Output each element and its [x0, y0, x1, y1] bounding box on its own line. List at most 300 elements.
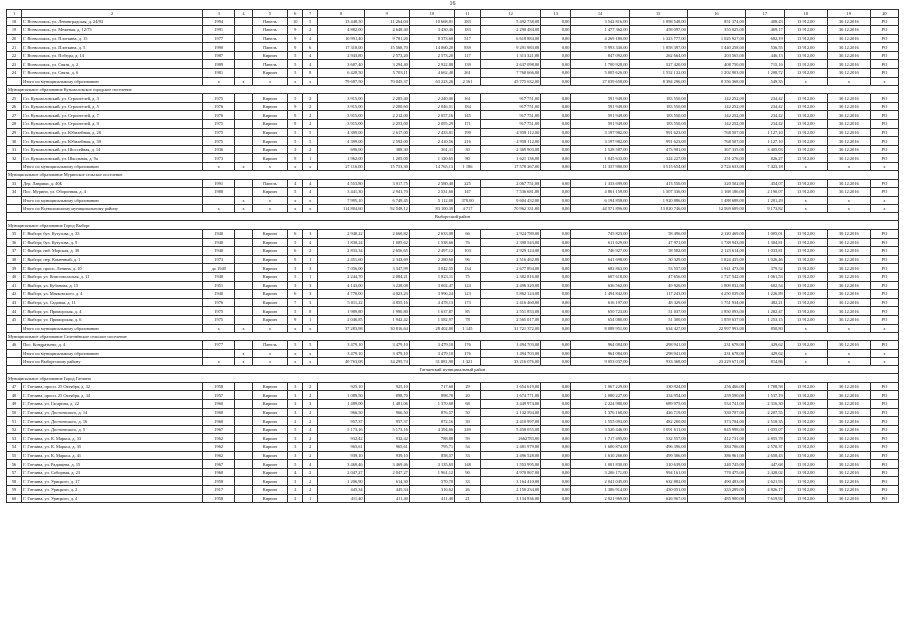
table-cell: 234,42: [745, 94, 784, 103]
table-cell: 117 243,00: [629, 290, 687, 299]
table-cell: [7, 349, 22, 357]
table-cell: 446,13: [745, 51, 784, 60]
table-cell: 473 981,00: [629, 145, 687, 154]
table-cell: 7 423,18: [745, 163, 784, 171]
table-cell: 2 570,37: [745, 443, 784, 452]
table-cell: 30.12.2016: [827, 229, 870, 238]
table-cell: 147: [455, 188, 481, 197]
table-cell: 570,70: [409, 477, 454, 486]
table-cell: 30.12.2016: [827, 290, 870, 299]
table-cell: 4: [303, 425, 318, 434]
table-cell: [235, 94, 252, 103]
table-cell: 2 041 045,00: [571, 477, 629, 486]
table-cell: РО: [870, 264, 898, 273]
table-cell: 0,00: [541, 357, 571, 365]
table-cell: 1960: [203, 468, 235, 477]
table-cell: 632 882,00: [629, 477, 687, 486]
table-cell: 96: [455, 255, 481, 264]
table-cell: 2 658,43: [745, 451, 784, 460]
table-cell: 0,00: [541, 77, 571, 85]
table-cell: 0,00: [541, 154, 571, 163]
table-cell: x: [784, 204, 827, 212]
table-cell: 2: [303, 94, 318, 103]
table-cell: 92 548,12: [364, 204, 409, 212]
column-number-cell: 3: [203, 10, 235, 18]
table-cell: 2 084,21: [364, 272, 409, 281]
table-cell: 63 223,26: [409, 77, 454, 85]
table-cell: 1 386 914,00: [571, 486, 629, 495]
table-cell: 139: [455, 60, 481, 69]
column-number-cell: 1: [7, 10, 22, 18]
table-cell: 1: [303, 154, 318, 163]
table-cell: 1 089,50: [318, 391, 364, 400]
table-cell: 0,00: [541, 264, 571, 273]
table-cell: 2 518,35: [745, 417, 784, 426]
table-cell: 25: [7, 94, 22, 103]
table-cell: 1: [303, 272, 318, 281]
table-cell: 957,37: [318, 417, 364, 426]
table-cell: 183 550,00: [629, 94, 687, 103]
table-cell: 13 912,00: [784, 247, 827, 256]
table-cell: 30.12.2016: [827, 443, 870, 452]
table-cell: 964 084,00: [571, 341, 629, 350]
address-cell: Г. Выборг, бул. Кутузова, д. 33: [22, 229, 203, 238]
table-cell: 3 197 982,00: [571, 137, 629, 146]
table-cell: 148: [455, 460, 481, 469]
table-cell: 1951: [203, 281, 235, 290]
table-cell: [7, 163, 22, 171]
building-row: [7, 17, 899, 26]
table-cell: Кирпич: [252, 391, 288, 400]
table-cell: 1940: [203, 290, 235, 299]
table-cell: 249: [455, 425, 481, 434]
table-cell: 59: [7, 486, 22, 495]
table-cell: x: [288, 357, 303, 365]
table-cell: 2 410 997,00: [480, 417, 540, 426]
table-cell: 991 623,00: [629, 137, 687, 146]
table-cell: 536,55: [745, 43, 784, 52]
table-cell: 965,61: [318, 443, 364, 452]
table-cell: 30.12.2016: [827, 111, 870, 120]
table-cell: [235, 255, 252, 264]
table-cell: 2: [303, 26, 318, 35]
table-cell: Кирпич: [252, 154, 288, 163]
table-cell: 1 788,58: [745, 382, 784, 391]
table-cell: x: [235, 196, 252, 204]
table-cell: 933 368,00: [629, 357, 687, 365]
table-cell: 5: [288, 272, 303, 281]
table-cell: 1975: [203, 120, 235, 129]
table-cell: 0,00: [541, 43, 571, 52]
table-cell: 388,30: [364, 145, 409, 154]
total-row: [7, 357, 899, 365]
table-cell: 1 717 495,00: [571, 434, 629, 443]
table-cell: 696,00: [318, 145, 364, 154]
table-cell: 3: [303, 290, 318, 299]
table-cell: 939,10: [364, 451, 409, 460]
table-cell: 0,00: [541, 163, 571, 171]
table-cell: 134: [455, 264, 481, 273]
table-cell: 4 399,00: [318, 137, 364, 146]
table-cell: x: [827, 196, 870, 204]
table-cell: 1 850 093,00: [687, 307, 745, 316]
table-cell: 0,00: [541, 26, 571, 35]
address-cell: Г. Гатчина, ул. Достоевского, д. 16: [22, 417, 203, 426]
table-cell: [7, 196, 22, 204]
table-cell: 9: [288, 120, 303, 129]
table-cell: 2 150 234,00: [480, 486, 540, 495]
table-cell: Кирпич: [252, 272, 288, 281]
table-cell: [7, 204, 22, 212]
table-cell: 373 704,00: [687, 417, 745, 426]
table-cell: РО: [870, 494, 898, 503]
building-row: [7, 102, 899, 111]
table-cell: 614,30: [364, 477, 409, 486]
table-cell: 746 927,00: [571, 247, 629, 256]
table-cell: 44 571 896,00: [571, 204, 629, 212]
table-cell: 57: [7, 468, 22, 477]
table-cell: 30.12.2016: [827, 425, 870, 434]
table-cell: 37: [7, 247, 22, 256]
table-cell: 3 228,08: [364, 281, 409, 290]
table-cell: 7 995,10: [318, 196, 364, 204]
address-cell: Г. Выборг, ул. Комсомольская, д. 11: [22, 272, 203, 281]
table-cell: x: [303, 324, 318, 332]
table-cell: РО: [870, 408, 898, 417]
table-cell: 9: [288, 102, 303, 111]
table-cell: 70 962 331,00: [480, 204, 540, 212]
table-cell: 145: [455, 111, 481, 120]
table-cell: 53: [7, 434, 22, 443]
table-cell: 768 507,00: [687, 128, 745, 137]
table-cell: Панель: [252, 43, 288, 52]
table-cell: x: [252, 163, 288, 171]
table-cell: 1 080 227,00: [571, 391, 629, 400]
table-cell: 2 573,20: [409, 51, 454, 60]
table-cell: [235, 264, 252, 273]
table-cell: [7, 77, 22, 85]
table-cell: 939,10: [318, 451, 364, 460]
table-cell: 2: [288, 486, 303, 495]
table-cell: [235, 145, 252, 154]
table-cell: Кирпич: [252, 128, 288, 137]
table-cell: 22: [7, 51, 22, 60]
table-cell: 426 719,00: [629, 408, 687, 417]
table-cell: 2 253,00: [364, 120, 409, 129]
table-cell: 5: [288, 425, 303, 434]
table-cell: 1 989,80: [318, 307, 364, 316]
table-cell: 66: [455, 229, 481, 238]
table-cell: 4 882,00: [318, 26, 364, 35]
table-cell: 27 039 658,00: [571, 77, 629, 85]
table-cell: 123: [455, 290, 481, 299]
table-cell: 30.12.2016: [827, 17, 870, 26]
address-cell: Г. Гатчина, просп. 25 Октября, д. 34: [22, 391, 203, 400]
table-cell: 3 687,40: [318, 60, 364, 69]
table-cell: x: [870, 204, 898, 212]
table-cell: 28: [7, 120, 22, 129]
table-cell: [235, 26, 252, 35]
table-cell: 2 496 320,00: [480, 281, 540, 290]
table-cell: 1977: [203, 34, 235, 43]
table-cell: РО: [870, 137, 898, 146]
table-cell: 413 550,00: [629, 179, 687, 188]
table-cell: 745 823,00: [571, 229, 629, 238]
table-cell: 13 912,00: [784, 315, 827, 324]
table-cell: Кирпич: [252, 486, 288, 495]
table-cell: [235, 451, 252, 460]
table-cell: 13 912,00: [784, 382, 827, 391]
table-cell: 2: [303, 468, 318, 477]
table-cell: 591 949,00: [571, 111, 629, 120]
table-cell: 607 618,00: [571, 272, 629, 281]
address-cell: Г. Выборг, ул. Приморская, д. 4: [22, 307, 203, 316]
table-cell: 11 264,04: [364, 17, 409, 26]
table-cell: 261: [455, 69, 481, 78]
address-cell: Г. Всеволожск, ул. Связи, д. 2: [22, 60, 203, 69]
table-cell: 13 912,00: [784, 468, 827, 477]
table-cell: 2 207,55: [745, 408, 784, 417]
table-cell: 2 940,22: [318, 229, 364, 238]
table-cell: 283: [455, 17, 481, 26]
table-cell: 1 824 435,00: [687, 255, 745, 264]
table-cell: 3 469,46: [318, 460, 364, 469]
building-row: [7, 477, 899, 486]
building-row: [7, 417, 899, 426]
table-cell: 1967: [203, 460, 235, 469]
table-cell: 429,62: [745, 341, 784, 350]
table-cell: 124: [455, 281, 481, 290]
table-cell: Кирпич: [252, 255, 288, 264]
table-cell: 4 399,00: [318, 128, 364, 137]
building-row: [7, 468, 899, 477]
table-cell: 1962: [203, 434, 235, 443]
table-cell: 4 970 867,00: [480, 468, 540, 477]
table-cell: 2 833,34: [318, 247, 364, 256]
table-cell: x: [303, 357, 318, 365]
table-cell: РО: [870, 307, 898, 316]
municipality-heading-row: [7, 374, 899, 383]
table-cell: 3 347,99: [364, 264, 409, 273]
table-cell: РО: [870, 382, 898, 391]
table-cell: РО: [870, 477, 898, 486]
table-cell: [235, 43, 252, 52]
address-cell: Г. Гатчина, ул. Соборная, д. 23: [22, 468, 203, 477]
column-number-cell: 14: [571, 10, 629, 18]
table-cell: 13 912,00: [784, 391, 827, 400]
table-cell: 142 252,00: [687, 120, 745, 129]
table-cell: 0,00: [541, 408, 571, 417]
table-cell: 2 021 969,00: [571, 494, 629, 503]
table-cell: Кирпич: [252, 434, 288, 443]
table-cell: 13 912,00: [784, 34, 827, 43]
table-cell: 429,62: [745, 349, 784, 357]
table-cell: [235, 477, 252, 486]
table-cell: 3 515 654,00: [629, 163, 687, 171]
table-cell: 17 318,00: [318, 43, 364, 52]
table-cell: 4: [303, 51, 318, 60]
table-cell: РО: [870, 128, 898, 137]
table-cell: x: [870, 357, 898, 365]
table-cell: 13 448,50: [318, 17, 364, 26]
table-cell: [203, 196, 235, 204]
table-cell: 49 926,00: [629, 281, 687, 290]
table-cell: 2 637 098,00: [480, 60, 540, 69]
table-cell: 30.12.2016: [827, 391, 870, 400]
table-cell: Панель: [252, 17, 288, 26]
table-cell: 1 323 777,00: [629, 34, 687, 43]
table-cell: 316,62: [409, 486, 454, 495]
table-cell: 49: [7, 400, 22, 409]
building-row: [7, 26, 899, 35]
table-cell: Кирпич: [252, 69, 288, 78]
address-cell: Г. Гатчина, ул. Урицкого, д. 4: [22, 494, 203, 503]
table-cell: 876,57: [409, 408, 454, 417]
table-cell: 1988: [203, 188, 235, 197]
table-cell: 9: [288, 43, 303, 52]
table-cell: x: [252, 349, 288, 357]
table-cell: 454,07: [745, 179, 784, 188]
table-cell: РО: [870, 298, 898, 307]
table-cell: 199: [455, 128, 481, 137]
table-cell: РО: [870, 111, 898, 120]
table-cell: 30.12.2016: [827, 477, 870, 486]
table-cell: 30.12.2016: [827, 69, 870, 78]
address-cell: Г. Всеволожск, ул. Плоткина, д. 5: [22, 43, 203, 52]
table-cell: Кирпич: [252, 51, 288, 60]
table-cell: x: [288, 196, 303, 204]
table-cell: 1 942,42: [364, 315, 409, 324]
table-cell: 850,80: [745, 324, 784, 332]
table-cell: 411,40: [318, 494, 364, 503]
building-row: [7, 247, 899, 256]
table-cell: 3: [288, 400, 303, 409]
table-cell: 58: [7, 477, 22, 486]
table-cell: x: [784, 357, 827, 365]
table-cell: 1 333 699,00: [571, 179, 629, 188]
table-cell: 2 428,02: [745, 468, 784, 477]
table-cell: 591 949,00: [571, 102, 629, 111]
table-cell: 48 329,00: [629, 298, 687, 307]
table-cell: 2: [303, 443, 318, 452]
table-cell: 5: [288, 60, 303, 69]
table-cell: 4: [288, 468, 303, 477]
building-row: [7, 34, 899, 43]
table-cell: 3: [288, 281, 303, 290]
table-cell: 13 912,00: [784, 290, 827, 299]
table-cell: 932,42: [364, 434, 409, 443]
column-number-cell: 5: [252, 10, 288, 18]
table-cell: 469,17: [745, 26, 784, 35]
table-cell: 32: [7, 154, 22, 163]
table-cell: 31 881,90: [409, 357, 454, 365]
table-cell: 47 971,00: [629, 238, 687, 247]
table-cell: 13 912,00: [784, 298, 827, 307]
table-cell: x: [203, 357, 235, 365]
address-cell: Пос. Кондратьево, д. 4: [22, 341, 203, 350]
municipality-heading-row: [7, 221, 899, 230]
table-cell: 1 494 842,00: [571, 290, 629, 299]
table-cell: 1962: [203, 443, 235, 452]
table-cell: 2: [303, 382, 318, 391]
building-row: [7, 494, 899, 503]
table-cell: 30.12.2016: [827, 102, 870, 111]
table-cell: 2 416 460,00: [480, 298, 540, 307]
address-cell: Г. Гатчина, ул. Гагарина, д. 22: [22, 400, 203, 409]
table-cell: 2: [303, 486, 318, 495]
table-cell: РО: [870, 229, 898, 238]
table-cell: 1 098 548,00: [629, 17, 687, 26]
table-cell: 5: [288, 51, 303, 60]
table-cell: 23: [7, 60, 22, 69]
table-cell: Кирпич: [252, 145, 288, 154]
table-cell: 55: [7, 451, 22, 460]
table-cell: 2 123 614,00: [687, 247, 745, 256]
table-cell: РО: [870, 468, 898, 477]
table-cell: 9: [288, 26, 303, 35]
table-cell: 1975: [203, 94, 235, 103]
table-cell: 30.12.2016: [827, 255, 870, 264]
table-cell: 3 479,10: [318, 341, 364, 350]
table-cell: 0,00: [541, 60, 571, 69]
building-row: [7, 43, 899, 52]
table-cell: 2 240,00: [409, 94, 454, 103]
table-cell: 13 912,00: [784, 51, 827, 60]
table-cell: 30: [7, 137, 22, 146]
table-cell: 3: [303, 229, 318, 238]
table-cell: 0,00: [541, 196, 571, 204]
table-cell: 490 483,00: [687, 477, 745, 486]
table-cell: 1 001 830,00: [571, 460, 629, 469]
table-cell: 0,00: [541, 51, 571, 60]
table-cell: 216: [455, 137, 481, 146]
building-row: [7, 137, 899, 146]
table-cell: 60: [7, 494, 22, 503]
table-cell: 13 820 746,00: [629, 204, 687, 212]
table-cell: 48: [7, 391, 22, 400]
municipality-heading-row: [7, 332, 899, 341]
building-row: [7, 425, 899, 434]
table-cell: x: [288, 349, 303, 357]
table-cell: 3 917,75: [364, 179, 409, 188]
table-cell: РО: [870, 434, 898, 443]
table-cell: 0,00: [541, 400, 571, 409]
table-cell: 1 494 703,00: [480, 341, 540, 350]
table-cell: x: [870, 196, 898, 204]
table-cell: x: [784, 196, 827, 204]
table-cell: 7 619,92: [745, 494, 784, 503]
table-cell: 19: [7, 26, 22, 35]
table-cell: 298 941,00: [629, 341, 687, 350]
table-cell: 3 134 836,00: [480, 494, 540, 503]
table-cell: 30.12.2016: [827, 494, 870, 503]
table-cell: 1958: [203, 382, 235, 391]
table-cell: 13 912,00: [784, 477, 827, 486]
table-cell: 689 975,00: [629, 400, 687, 409]
table-cell: 9: [288, 315, 303, 324]
table-cell: 203 565,00: [687, 51, 745, 60]
table-cell: 1940: [203, 272, 235, 281]
table-cell: 917 751,00: [480, 102, 540, 111]
table-cell: 83 100,39: [409, 204, 454, 212]
table-cell: 1 621 136,00: [480, 154, 540, 163]
table-cell: x: [235, 324, 252, 332]
total-row: [7, 204, 899, 212]
table-cell: 30.12.2016: [827, 247, 870, 256]
table-cell: 0,00: [541, 247, 571, 256]
table-cell: 1994: [203, 17, 235, 26]
table-cell: 5: [288, 69, 303, 78]
